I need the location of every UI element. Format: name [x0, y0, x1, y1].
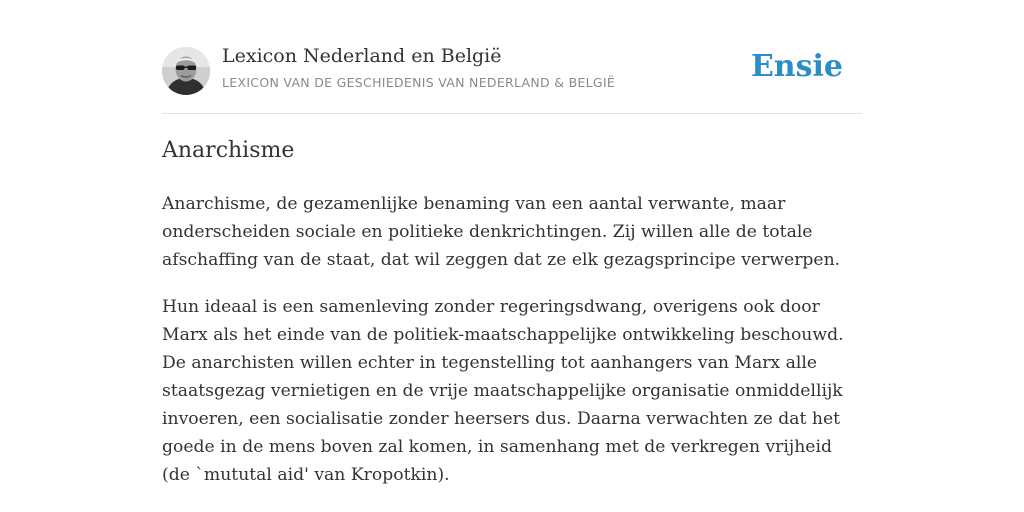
author-portrait-icon — [162, 47, 210, 95]
entry-paragraph-2: Hun ideaal is een samenleving zonder regeringsdwang, overigens ook door Marx als het einde van de politiek-maatschappelijke ontwikkeling beschouwd. De anarchisten willen echter in tegenstelling tot aanhangers van Marx alle staatsgezag vernietigen en de vrije maatschappelijke organisatie onmiddellijk invoeren, een socialisatie zonder heersers dus. Daarna verwachten ze dat het goede in de mens boven zal komen, in samenhang met de verkregen vrijheid (de `mututal aid' van Kropotkin). — [162, 297, 844, 485]
site-title[interactable]: Lexicon Nederland en België — [222, 45, 502, 67]
entry-paragraph-1: Anarchisme, de gezamenlijke benaming van een aantal verwante, maar onderscheiden sociale en politieke denkrichtingen. Zij willen alle de totale afschaffing van de staat, dat wil zeggen dat ze elk gezagsprincipe verwerpen. — [162, 194, 841, 270]
entry-title: Anarchisme — [162, 138, 295, 163]
page-container — [162, 0, 862, 485]
author-avatar[interactable] — [162, 47, 210, 95]
header — [162, 0, 862, 114]
site-subtitle[interactable]: LEXICON VAN DE GESCHIEDENIS VAN NEDERLAND & BELGIË — [222, 75, 616, 90]
ensie-logo[interactable]: Ensie — [750, 49, 843, 84]
